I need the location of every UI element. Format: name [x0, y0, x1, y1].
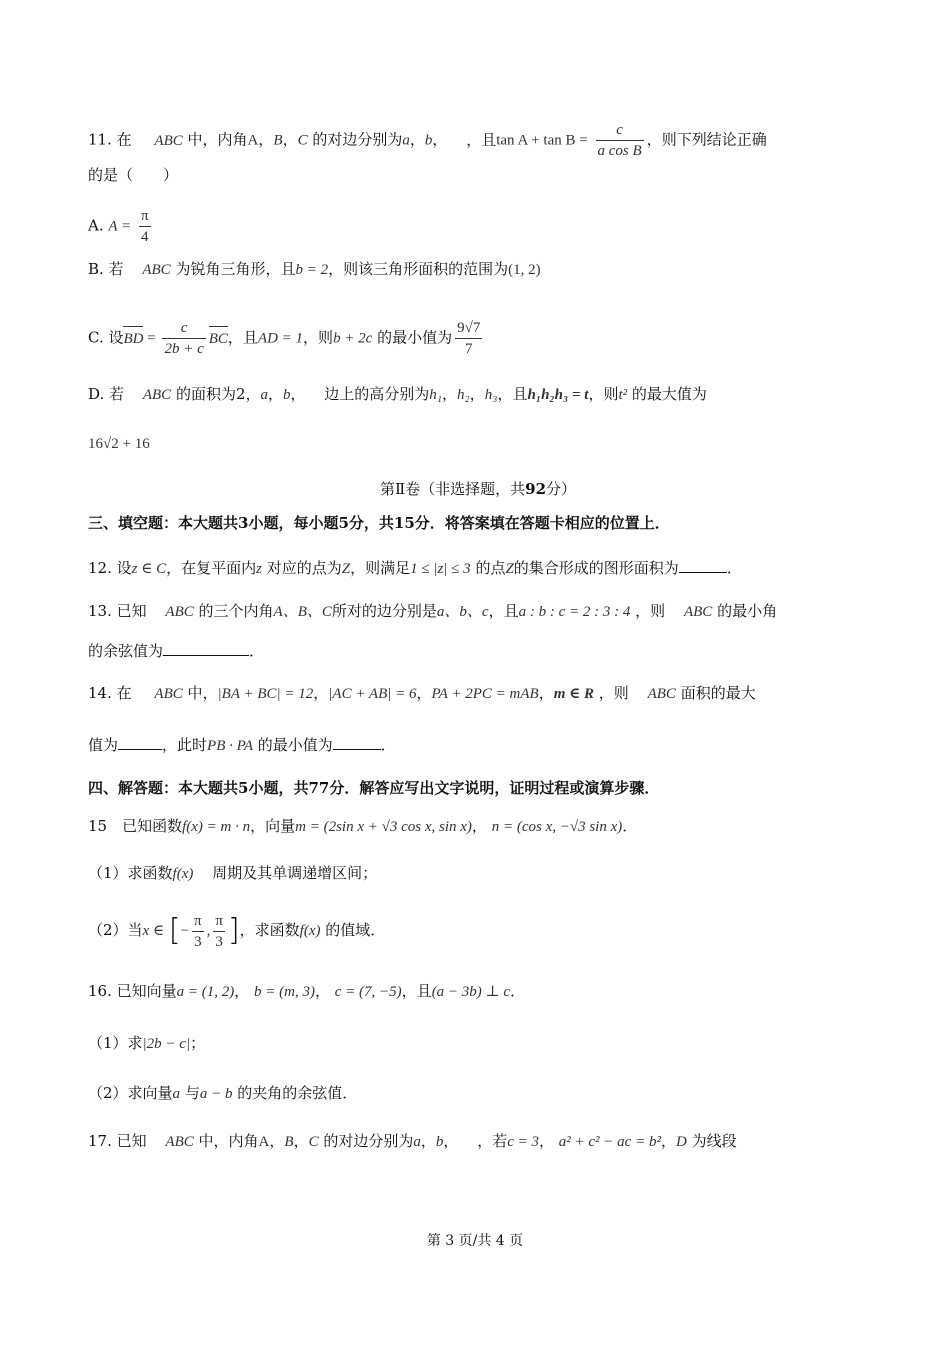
q12: 12. 设z ∈ C，在复平面内z 对应的点为Z，则满足1 ≤ |z| ≤ 3 的点Z的集合形成的图形面积为 ．	[88, 559, 742, 577]
q17: 17. 已知 ABC 中，内角A，B，C 的对边分别为a，b， ，若c = 3， a² + c² − ac = b²，D 为线段	[88, 1132, 737, 1150]
text: ，且	[227, 328, 258, 347]
text: 的最小值为	[377, 328, 453, 347]
q16: 16. 已知向量a = (1, 2)， b = (m, 3)， c = (7, −5)，且(a − 3b) ⊥ c．	[88, 982, 526, 1000]
var-z: z	[256, 561, 262, 577]
q11-option-d-answer: 16√2 + 16	[88, 436, 150, 452]
option-label: A.	[88, 216, 104, 235]
text: ，则	[303, 328, 334, 347]
vector-b: b = (m, 3)	[254, 984, 315, 1000]
q13-line1: 13. 已知 ABC 的三个内角A、B、C所对的边分别是a、b、c，且a : b : c = 2 : 3 : 4 ，则 ABC 的最小角	[88, 602, 778, 620]
text: ，且	[497, 385, 528, 403]
q14-line1: 14. 在 ABC 中，|BA + BC| = 12，|AC + AB| = 6，PA + 2PC = mAB，m ∈ R ，则 ABC 面积的最大	[88, 684, 756, 702]
text: ，则	[588, 385, 619, 403]
q11-line2: 的是（ ）	[88, 166, 179, 184]
q16-part1: （1）求|2b − c|；	[88, 1034, 206, 1052]
math: c = 3	[507, 1134, 539, 1150]
triangle-abc: ABC	[142, 387, 172, 403]
var-a: a	[260, 387, 268, 403]
math: t²	[618, 387, 628, 403]
text: 的对边分别为	[312, 130, 403, 149]
triangle-abc: ABC	[142, 262, 171, 278]
condition-4: m ∈ R	[553, 686, 595, 702]
math: A =	[108, 218, 132, 235]
math: b = 2	[295, 262, 329, 278]
answer-blank[interactable]	[163, 655, 249, 656]
text: 的面积为2，	[175, 385, 261, 403]
math: a² + c² − ac = b²	[558, 1134, 661, 1150]
var-b: b	[424, 132, 433, 149]
triangle-abc: ABC	[154, 132, 183, 149]
option-label: C. 设	[88, 328, 124, 347]
fraction-c-over-2b-plus-c: $\frac{c}{2b + c}$	[164, 320, 204, 357]
math: AD = 1	[257, 330, 304, 347]
q16-part2: （2）求向量a 与a − b 的夹角的余弦值．	[88, 1084, 358, 1102]
q13-line2: 的余弦值为 ．	[88, 642, 265, 660]
q11-option-b	[88, 258, 541, 281]
vector-bd: BD	[123, 328, 143, 350]
triangle-abc: ABC	[165, 604, 194, 620]
vector-bc: BC	[209, 328, 228, 350]
q11-option-d: D. 若 ABC 的面积为2，a，b， 边上的高分别为h₁，h₂，h₃，且h₁h₂h₃ = t，则t² 的最大值为	[88, 385, 707, 403]
option-label: D. 若	[88, 385, 125, 403]
section-3-fill-heading: 三、填空题：本大题共3小题，每小题5分，共15分．将答案填在答题卡相应的位置上．	[88, 514, 670, 532]
text: ，则下列结论正确	[646, 130, 767, 149]
var-h2: h₂	[457, 387, 470, 403]
text: ，则该三角形面积的范围为	[328, 260, 509, 278]
math: f(x) = m · n	[182, 819, 251, 835]
math: x ∈	[142, 923, 165, 939]
math: b + 2c	[333, 330, 373, 347]
condition-3: PA + 2PC = mAB	[431, 686, 539, 702]
math: (a − 3b) ⊥ c	[431, 984, 511, 1000]
math: 1 ≤ |z| ≤ 3	[410, 561, 471, 577]
text: ，且	[466, 130, 497, 149]
vector-c: c = (7, −5)	[334, 984, 402, 1000]
section-4-heading: 四、解答题：本大题共5小题，共77分．解答应写出文字说明，证明过程或演算步骤．	[88, 779, 660, 797]
var-Z: Z	[341, 561, 351, 577]
triangle-abc: ABC	[154, 686, 183, 702]
condition-1: |BA + BC| = 12	[217, 686, 314, 702]
math: PB · PA	[207, 738, 253, 754]
fraction-pi-over-4: $\frac{\pi}{4}$	[140, 208, 149, 245]
var-b: b	[283, 387, 291, 403]
math: (1, 2)	[508, 262, 541, 278]
q15: 15 已知函数f(x) = m · n，向量m = (2sin x + √3 cos x, sin x)， n = (cos x, −√3 sin x)．	[88, 817, 638, 835]
vector-m: m = (2sin x + √3 cos x, sin x)	[295, 819, 472, 835]
fraction-answer: $\frac{9√7}{7}$	[457, 320, 481, 357]
section-2-title: 第Ⅱ卷（非选择题，共92分）	[379, 480, 577, 498]
var-A: A	[247, 132, 259, 149]
var-h3: h₃	[484, 387, 498, 403]
page-footer: 第 3 页/共 4 页	[426, 1233, 524, 1249]
math: h₁h₂h₃ = t	[527, 387, 589, 403]
var-h1: h₁	[429, 387, 443, 403]
vector-a: a = (1, 2)	[176, 984, 235, 1000]
answer-blank[interactable]	[679, 572, 727, 573]
condition-2: |AC + AB| = 6	[328, 686, 417, 702]
q11-option-c: C. 设BD = $\frac{c}{2b + c}$ BC，且AD = 1，则b + 2c 的最小值为 $\frac{9√7}{7}$	[88, 320, 481, 357]
fraction-c-over-acosb: $\frac{c}{\text{a cos B}}$	[597, 122, 642, 159]
vector-a: a	[172, 1086, 181, 1102]
tan-expression: tan A + tan B =	[496, 132, 588, 149]
q14-line2: 值为 ，此时PB · PA 的最小值为 ．	[88, 736, 396, 754]
math: a : b : c = 2 : 3 : 4	[518, 604, 631, 620]
q11-option-a	[88, 206, 154, 247]
math: a − b	[199, 1086, 233, 1102]
text: 边上的高分别为	[324, 385, 430, 403]
text: 为锐角三角形，且	[175, 260, 296, 278]
q15-part2: （2）当x ∈ [− $\frac{\pi}{3}$ , $\frac{\pi}{3}$ ]，求函数f(x) 的值域．	[88, 912, 386, 950]
math: f(x)	[172, 866, 194, 882]
vector-n: n = (cos x, −√3 sin x)	[491, 819, 623, 835]
text: 中，内角	[187, 130, 248, 149]
var-a: a	[402, 132, 410, 149]
var-D: D	[675, 1134, 687, 1150]
q15-part1: （1）求函数f(x) 周期及其单调递增区间；	[88, 864, 378, 882]
var-B: B	[273, 132, 283, 149]
option-label: B. 若	[88, 260, 124, 278]
text: 的最大值为	[631, 385, 707, 403]
answer-blank-1[interactable]	[118, 749, 162, 750]
text: 11. 在	[88, 130, 132, 149]
q11-line1: 11. 在 ABC 中，内角A，B，C 的对边分别为a，b， ，且tan A + tan B = $\frac{c}{\text{a cos B}}$ ，则下列结论正确	[88, 122, 767, 159]
math: z ∈ C	[131, 561, 167, 577]
answer-blank-2[interactable]	[333, 749, 381, 750]
var-C: C	[297, 132, 308, 149]
triangle-abc: ABC	[165, 1134, 194, 1150]
math: |2b − c|	[142, 1036, 191, 1052]
